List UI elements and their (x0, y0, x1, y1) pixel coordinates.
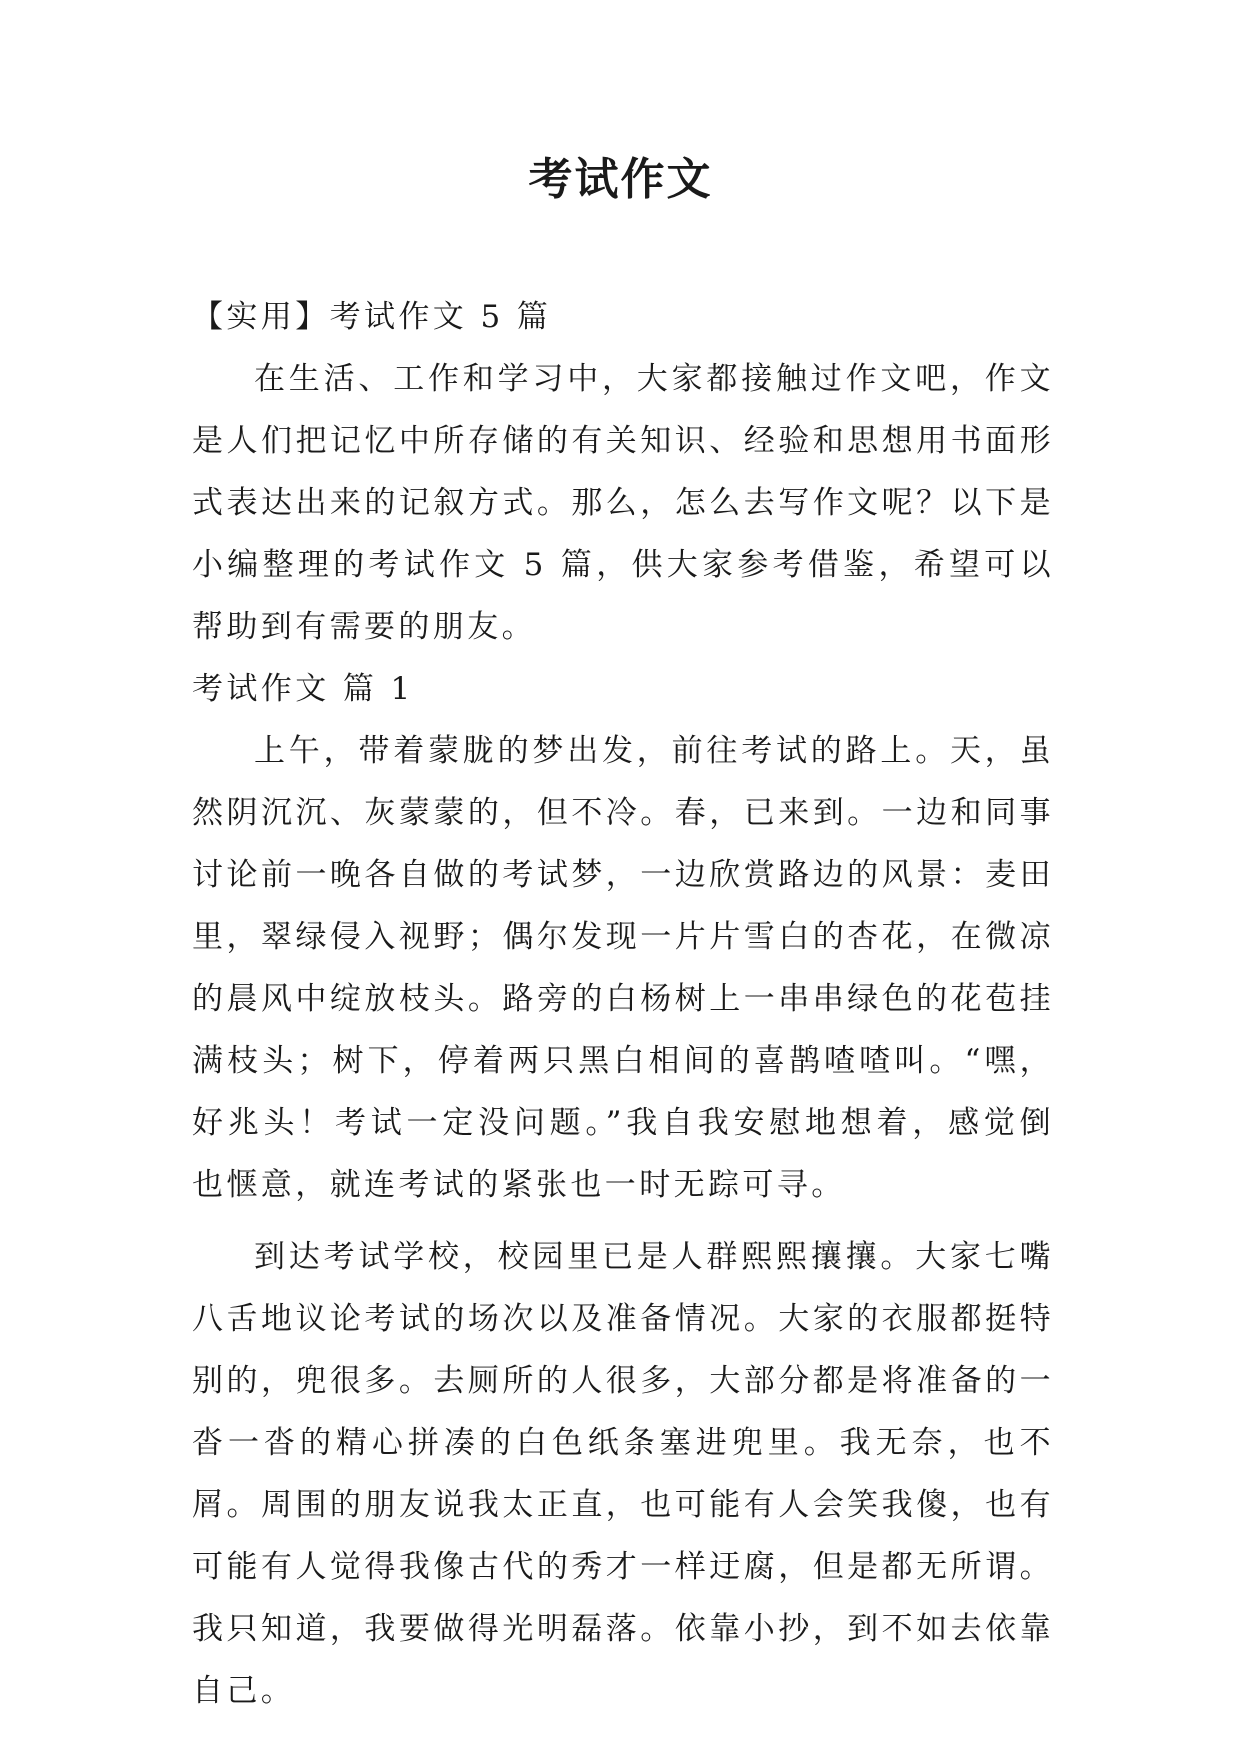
document-title: 考试作文 (528, 154, 713, 205)
document-subtitle: 【实用】考试作文 5 篇 (192, 299, 552, 335)
body-paragraph: 到达考试学校，校园里已是人群熙熙攘攘。大家七嘴八舌地议论考试的场次以及准备情况。大家的衣服都挺特别的，兜很多。去厕所的人很多，大部分都是将准备的一沓一沓的精心拼凑的白色纸条塞进兜里。我无奈，也不屑。周围的朋友说我太正直，也可能有人会笑我傻，也有可能有人觉得我像古代的秀才一样迂腐，但是都无所谓。我只知道，我要做得光明磊落。依靠小抄，到不如去依靠自己。 (192, 1239, 1054, 1709)
document-body (192, 286, 1054, 1722)
intro-paragraph: 在生活、工作和学习中，大家都接触过作文吧，作文是人们把记忆中所存储的有关知识、经验和思想用书面形式表达出来的记叙方式。那么，怎么去写作文呢？以下是小编整理的考试作文 5 篇，供大家参考借鉴，希望可以帮助到有需要的朋友。 (192, 361, 1054, 645)
body-paragraph: 上午，带着蒙胧的梦出发，前往考试的路上。天，虽然阴沉沉、灰蒙蒙的，但不冷。春，已来到。一边和同事讨论前一晚各自做的考试梦，一边欣赏路边的风景：麦田里，翠绿侵入视野；偶尔发现一片片雪白的杏花，在微凉的晨风中绽放枝头。路旁的白杨树上一串串绿色的花苞挂满枝头；树下，停着两只黑白相间的喜鹊喳喳叫。“嘿，好兆头！考试一定没问题。”我自我安慰地想着，感觉倒也惬意，就连考试的紧张也一时无踪可寻。 (192, 733, 1054, 1203)
section-heading: 考试作文 篇 1 (192, 671, 414, 707)
